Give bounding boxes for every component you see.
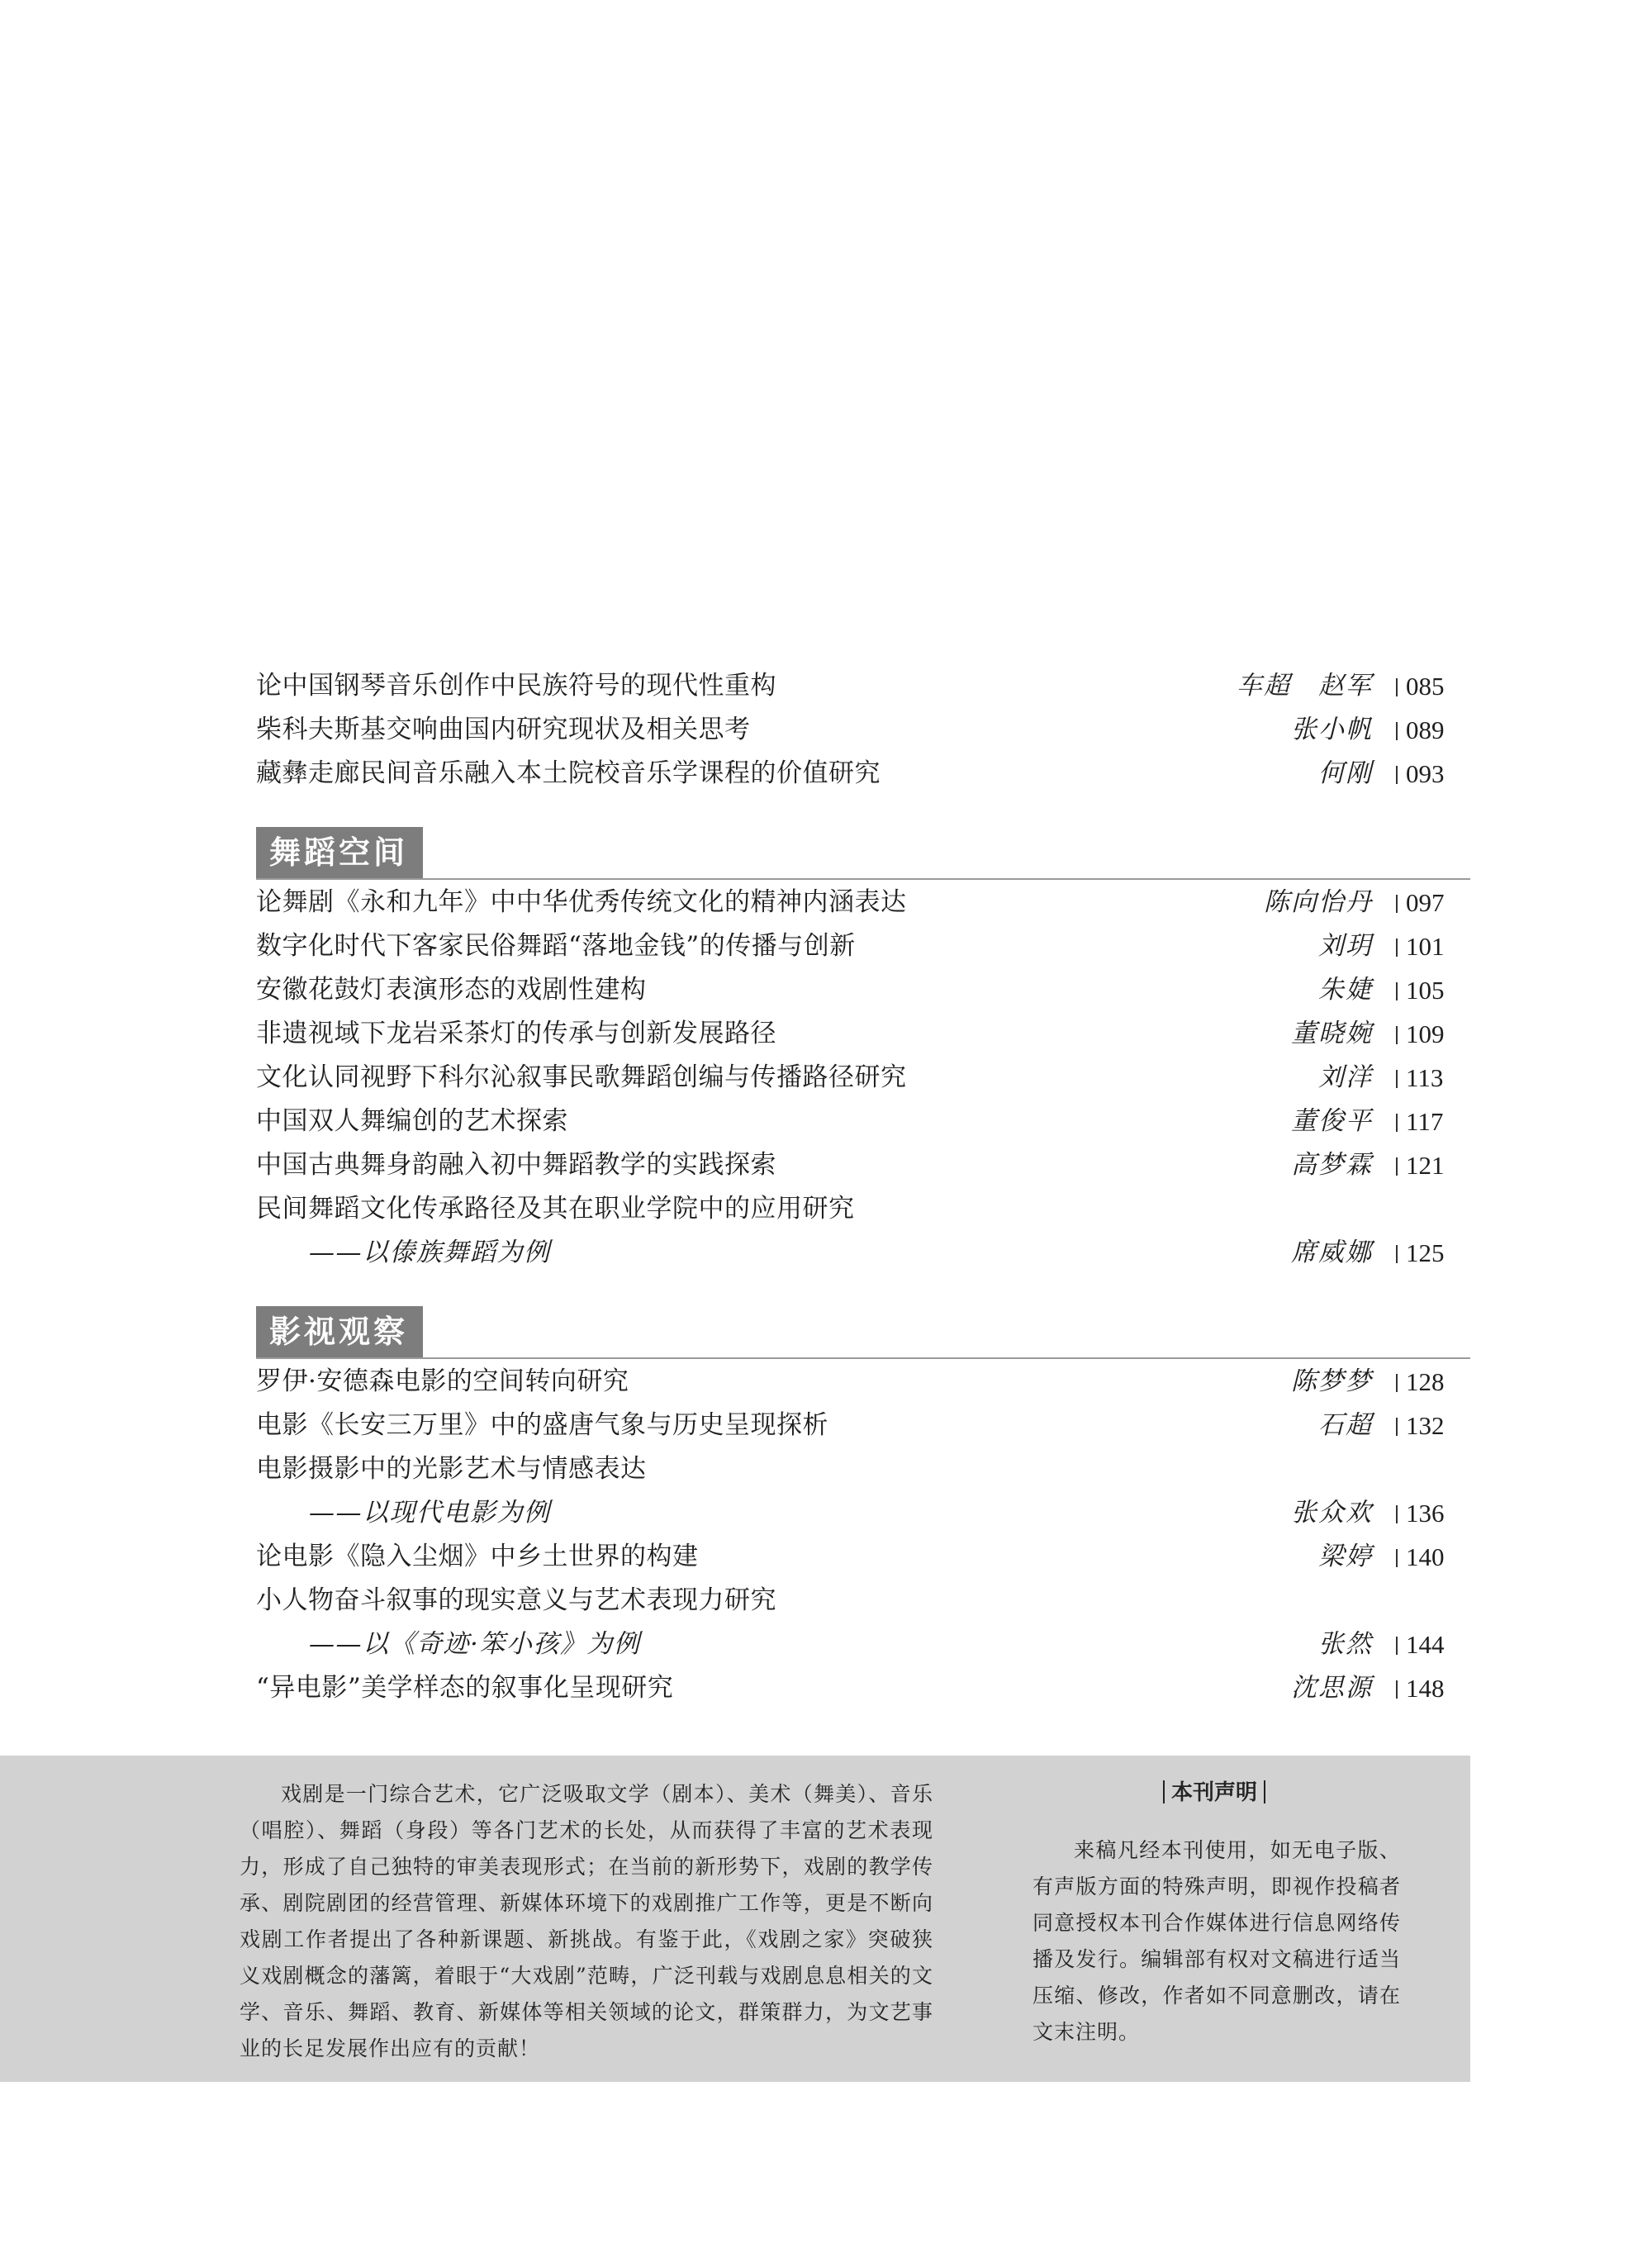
page-divider — [1396, 895, 1398, 913]
page-divider — [1396, 982, 1398, 1000]
toc-page-number: 140 — [1406, 1542, 1445, 1571]
toc-page-number: 121 — [1406, 1151, 1445, 1180]
toc-entry[interactable] — [256, 1447, 1470, 1491]
notice-body: 来稿凡经本刊使用，如无电子版、有声版方面的特殊声明，即视作投稿者同意授权本刊合作媒体进行信息网络传播及发行。编辑部有权对文稿进行适当压缩、修改，作者如不同意删改，请在文末注明。 — [1032, 1838, 1401, 2044]
toc-entry[interactable] — [256, 1404, 1470, 1447]
toc-author: 刘洋 — [1318, 1062, 1373, 1092]
section-heading-label: 舞蹈空间 — [256, 827, 423, 878]
page-divider — [1396, 1245, 1398, 1263]
toc-title: 论电影《隐入尘烟》中乡土世界的构建 — [256, 1542, 699, 1571]
toc-entry[interactable] — [256, 752, 1470, 796]
page-divider — [1396, 722, 1398, 740]
toc-page — [1396, 1404, 1470, 1447]
toc-entry[interactable] — [256, 1143, 1470, 1187]
toc-page — [1396, 1231, 1470, 1275]
page-divider — [1396, 1157, 1398, 1176]
toc-entry[interactable] — [256, 1579, 1470, 1623]
toc-page — [1396, 1535, 1470, 1579]
table-of-contents — [256, 664, 1470, 1710]
toc-page-number: 132 — [1406, 1411, 1445, 1440]
toc-page — [1396, 708, 1470, 752]
toc-page — [1396, 1491, 1470, 1535]
toc-author: 石超 — [1318, 1410, 1373, 1440]
toc-subtitle-row[interactable] — [256, 1491, 1470, 1535]
toc-author: 陈梦梦 — [1291, 1366, 1373, 1396]
page-divider — [1396, 1026, 1398, 1044]
toc-author: 高梦霖 — [1291, 1150, 1373, 1180]
toc-page-number: 105 — [1406, 976, 1445, 1005]
toc-title: 电影摄影中的光影艺术与情感表达 — [256, 1454, 647, 1484]
toc-page — [1396, 1143, 1470, 1187]
toc-author: 董俊平 — [1291, 1106, 1373, 1136]
toc-page — [1396, 881, 1470, 924]
toc-author: 朱婕 — [1318, 975, 1373, 1005]
toc-subtitle: ——以《奇迹·笨小孩》为例 — [309, 1629, 641, 1659]
notice-title — [1156, 1776, 1272, 1809]
toc-page — [1396, 1360, 1470, 1404]
divider — [1264, 1780, 1265, 1803]
toc-title: 民间舞蹈文化传承路径及其在职业学院中的应用研究 — [256, 1194, 855, 1224]
toc-entry[interactable] — [256, 1056, 1470, 1100]
toc-title: 小人物奋斗叙事的现实意义与艺术表现力研究 — [256, 1585, 776, 1615]
toc-page — [1396, 1623, 1470, 1666]
toc-page — [1396, 968, 1470, 1012]
toc-author: 刘玥 — [1318, 931, 1373, 961]
page-divider — [1396, 1070, 1398, 1088]
toc-author: 席威娜 — [1291, 1238, 1373, 1267]
toc-page-number: 101 — [1406, 932, 1445, 961]
toc-page — [1396, 1100, 1470, 1143]
toc-entry[interactable] — [256, 968, 1470, 1012]
toc-entry[interactable] — [256, 924, 1470, 968]
page-divider — [1396, 766, 1398, 784]
toc-entry[interactable] — [256, 664, 1470, 708]
toc-author: 张然 — [1318, 1629, 1373, 1659]
toc-title: 论舞剧《永和九年》中中华优秀传统文化的精神内涵表达 — [256, 887, 907, 917]
page-divider — [1396, 939, 1398, 957]
toc-title: 文化认同视野下科尔沁叙事民歌舞蹈创编与传播路径研究 — [256, 1062, 907, 1092]
toc-subtitle: ——以傣族舞蹈为例 — [309, 1238, 551, 1267]
toc-author: 董晓婉 — [1291, 1019, 1373, 1048]
toc-author: 沈思源 — [1291, 1673, 1373, 1703]
toc-title: 罗伊·安德森电影的空间转向研究 — [256, 1366, 629, 1396]
page-divider — [1396, 1114, 1398, 1132]
toc-title: 中国古典舞身韵融入初中舞蹈教学的实践探索 — [256, 1150, 776, 1180]
toc-entry[interactable] — [256, 1666, 1470, 1710]
toc-page-number: 148 — [1406, 1674, 1445, 1703]
toc-entry[interactable] — [256, 708, 1470, 752]
toc-entry[interactable] — [256, 1012, 1470, 1056]
toc-entry[interactable] — [256, 1100, 1470, 1143]
toc-author: 何刚 — [1318, 758, 1373, 788]
toc-entry[interactable] — [256, 881, 1470, 924]
toc-subtitle-row[interactable] — [256, 1231, 1470, 1275]
toc-page-number: 093 — [1406, 759, 1445, 788]
page-divider — [1396, 1418, 1398, 1436]
toc-author: 张小帆 — [1291, 715, 1373, 744]
section-heading — [256, 820, 1470, 880]
page-divider — [1396, 1374, 1398, 1392]
toc-page — [1396, 664, 1470, 708]
toc-entry[interactable] — [256, 1535, 1470, 1579]
toc-page-number: 125 — [1406, 1238, 1445, 1267]
divider — [1163, 1780, 1165, 1803]
toc-title: “异电影”美学样态的叙事化呈现研究 — [256, 1673, 674, 1703]
toc-page-number: 144 — [1406, 1630, 1445, 1659]
toc-author: 车超 赵军 — [1237, 671, 1373, 701]
toc-author: 梁婷 — [1318, 1542, 1373, 1571]
page-divider — [1396, 1505, 1398, 1523]
toc-subtitle-row[interactable] — [256, 1623, 1470, 1666]
toc-page-number: 117 — [1406, 1107, 1444, 1136]
toc-page-number: 097 — [1406, 888, 1445, 917]
toc-page-number: 089 — [1406, 715, 1445, 744]
toc-page — [1396, 1056, 1470, 1100]
page-divider — [1396, 1680, 1398, 1699]
toc-page — [1396, 924, 1470, 968]
toc-title: 安徽花鼓灯表演形态的戏剧性建构 — [256, 975, 647, 1005]
toc-entry[interactable] — [256, 1187, 1470, 1231]
toc-author: 陈向怡丹 — [1264, 887, 1373, 917]
page-divider — [1396, 1549, 1398, 1567]
section-heading — [256, 1300, 1470, 1359]
toc-title: 藏彝走廊民间音乐融入本土院校音乐学课程的价值研究 — [256, 758, 881, 788]
toc-title: 中国双人舞编创的艺术探索 — [256, 1106, 568, 1136]
toc-title: 非遗视域下龙岩采茶灯的传承与创新发展路径 — [256, 1019, 776, 1048]
toc-author: 张众欢 — [1291, 1498, 1373, 1528]
toc-title: 柴科夫斯基交响曲国内研究现状及相关思考 — [256, 715, 751, 744]
toc-entry[interactable] — [256, 1360, 1470, 1404]
notice-title-text: 本刊声明 — [1171, 1780, 1258, 1805]
toc-page — [1396, 752, 1470, 796]
toc-page-number: 085 — [1406, 672, 1445, 701]
toc-page-number: 128 — [1406, 1367, 1445, 1396]
toc-page — [1396, 1666, 1470, 1710]
toc-title: 论中国钢琴音乐创作中民族符号的现代性重构 — [256, 671, 776, 701]
toc-title: 电影《长安三万里》中的盛唐气象与历史呈现探析 — [256, 1410, 828, 1440]
toc-page — [1396, 1012, 1470, 1056]
page-divider — [1396, 678, 1398, 696]
toc-subtitle: ——以现代电影为例 — [309, 1498, 551, 1528]
toc-page-number: 109 — [1406, 1019, 1445, 1048]
toc-page-number: 136 — [1406, 1499, 1445, 1528]
page-divider — [1396, 1637, 1398, 1655]
toc-page-number: 113 — [1406, 1063, 1444, 1092]
section-heading-label: 影视观察 — [256, 1306, 423, 1357]
toc-title: 数字化时代下客家民俗舞蹈“落地金钱”的传播与创新 — [256, 931, 856, 961]
journal-introduction: 戏剧是一门综合艺术，它广泛吸取文学（剧本）、美术（舞美）、音乐（唱腔）、舞蹈（身段）等各门艺术的长处，从而获得了丰富的艺术表现力，形成了自己独特的审美表现形式；在当前的新形势下，戏剧的教学传承、剧院剧团的经营管理、新媒体环境下的戏剧推广工作等，更是不断向戏剧工作者提出了各种新课题、新挑战。有鉴于此，《戏剧之家》突破狭义戏剧概念的藩篱，着眼于“大戏剧”范畴，广泛刊载与戏剧息息相关的文学、音乐、舞蹈、教育、新媒体等相关领域的论文，群策群力，为文艺事业的长足发展作出应有的贡献！ — [240, 1782, 933, 2060]
